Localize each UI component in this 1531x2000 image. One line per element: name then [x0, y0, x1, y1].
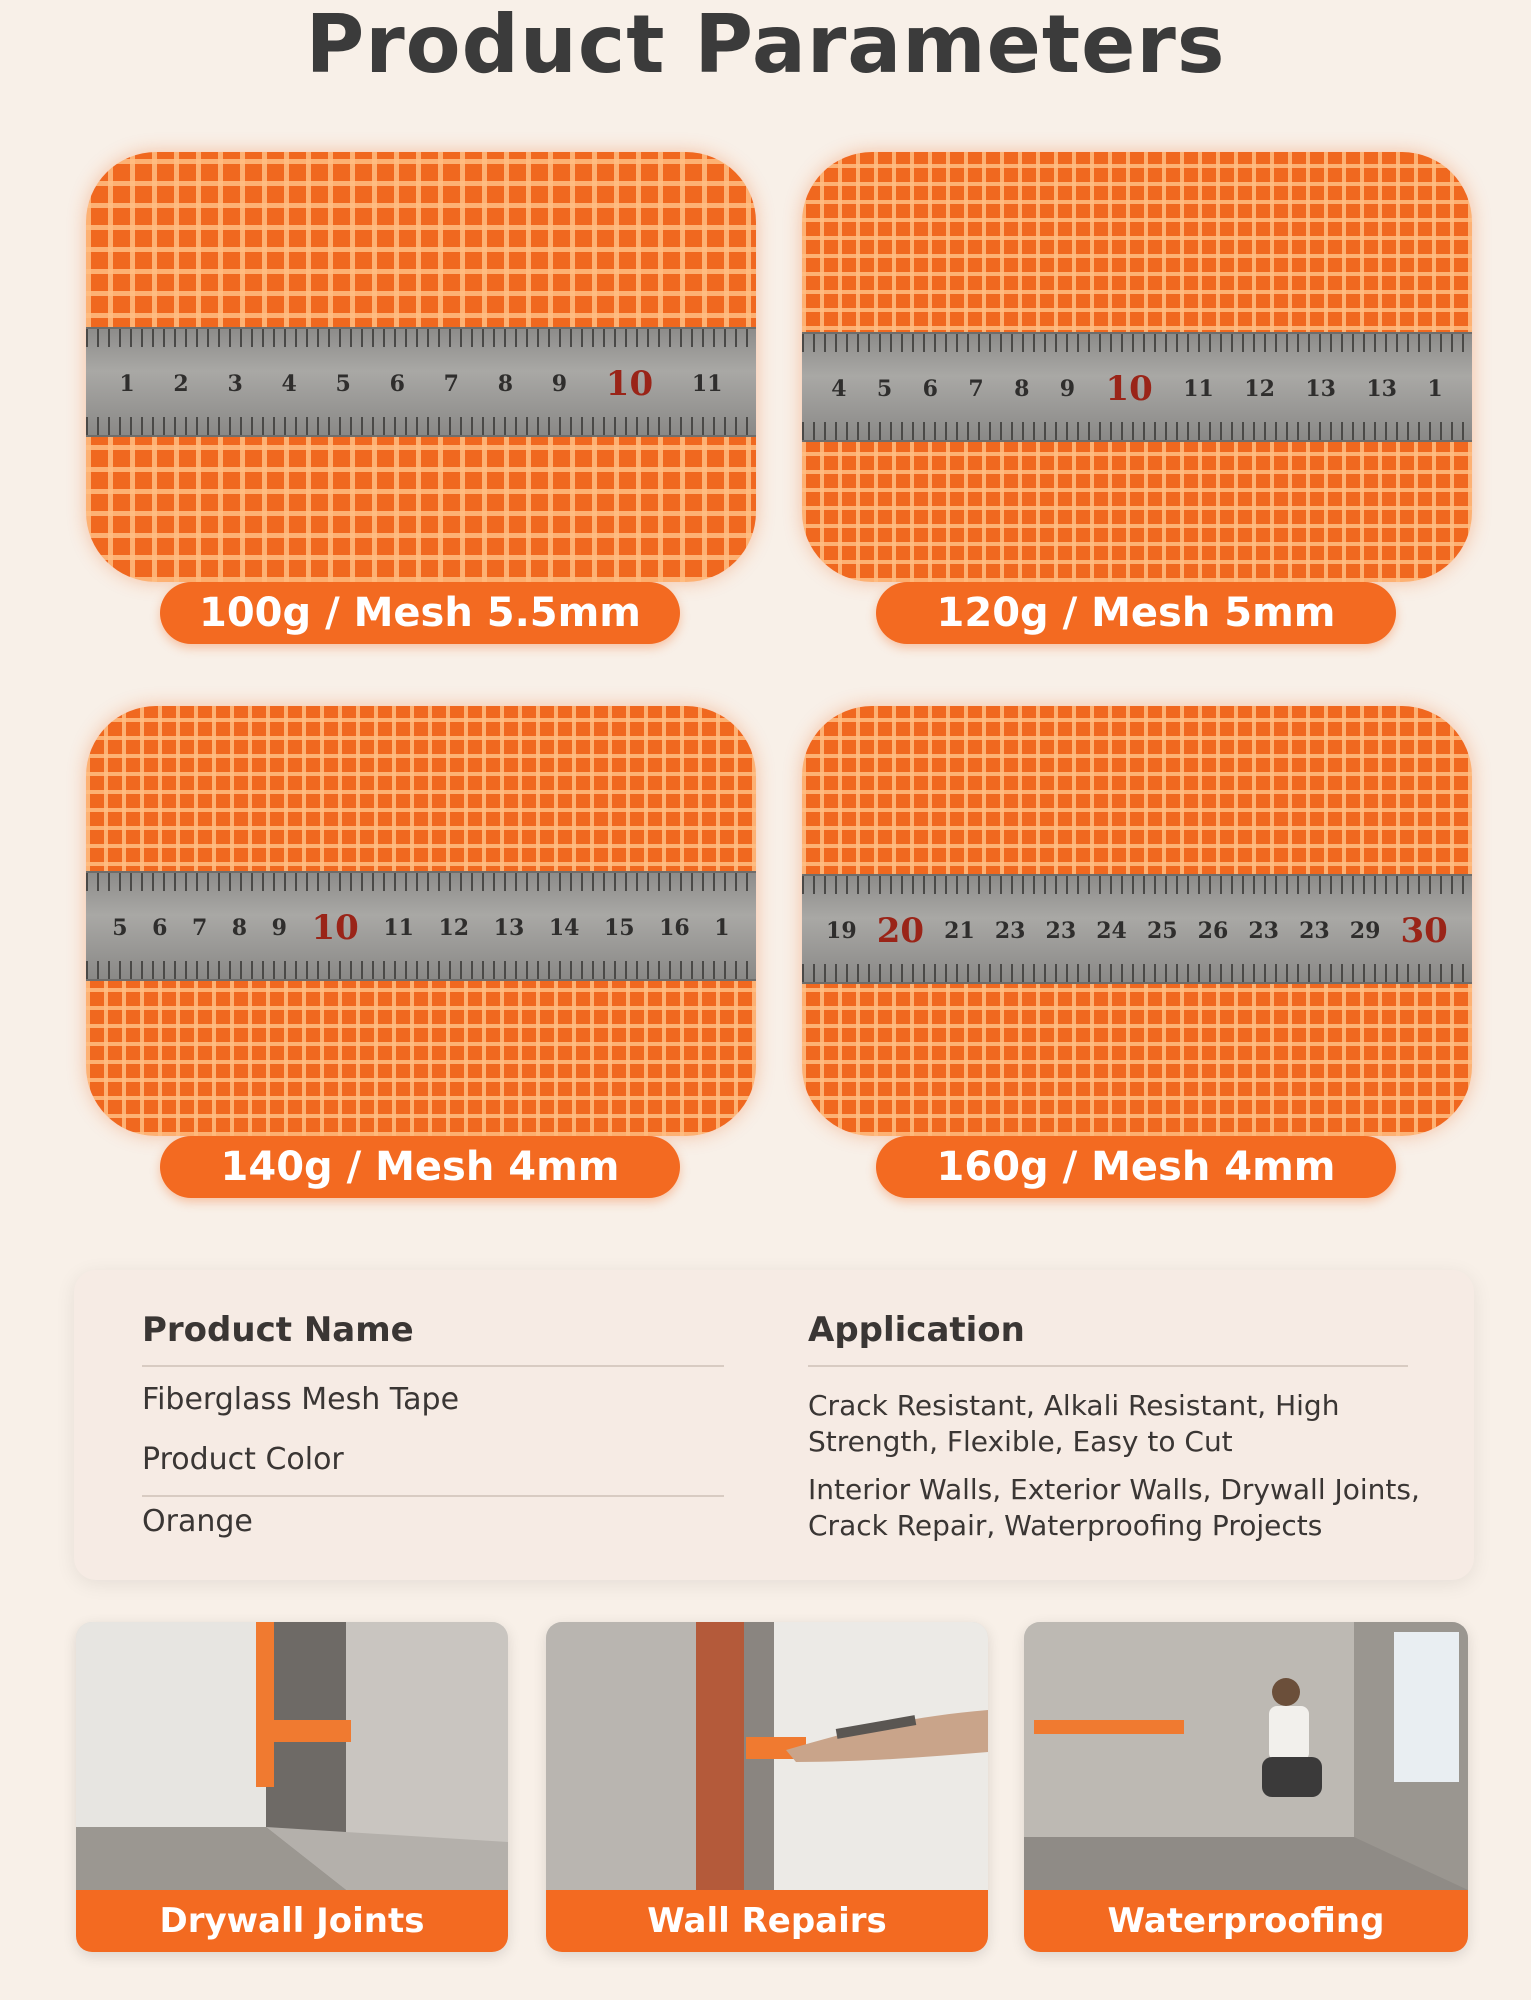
mesh-photo	[86, 706, 756, 1136]
photo-wall-repairs	[546, 1622, 988, 1952]
ruler-numbers	[86, 903, 756, 953]
ruler-numbers	[802, 906, 1472, 956]
ruler-number: 8	[1014, 376, 1030, 402]
photo-label: Wall Repairs	[546, 1890, 988, 1952]
ruler-number: 14	[548, 915, 580, 941]
ruler	[802, 332, 1472, 442]
wall-repair-scene-image	[546, 1622, 988, 1890]
ruler-number: 16	[659, 915, 690, 941]
sample-card-140g	[86, 706, 756, 1206]
ruler-number: 30	[1400, 911, 1448, 951]
product-color-value: Orange	[142, 1504, 253, 1539]
photo-label: Drywall Joints	[76, 1890, 508, 1952]
ruler-number: 19	[826, 918, 857, 944]
ruler-number: 11	[383, 915, 414, 941]
ruler-number: 10	[1105, 369, 1153, 409]
ruler-number: 23	[994, 918, 1026, 944]
ruler-number: 13	[493, 915, 525, 941]
ruler-number: 13	[1366, 376, 1397, 402]
sample-label: 140g / Mesh 4mm	[160, 1136, 680, 1198]
mesh-photo	[802, 152, 1472, 582]
drywall-scene-image	[76, 1622, 508, 1890]
ruler-number: 5	[335, 371, 351, 397]
ruler-number: 5	[112, 915, 128, 941]
ruler-number: 8	[231, 915, 248, 941]
ruler-number: 6	[922, 376, 938, 402]
ruler-number: 9	[271, 915, 287, 941]
photo-waterproofing	[1024, 1622, 1468, 1952]
sample-card-100g	[86, 152, 756, 652]
product-color-label: Product Color	[142, 1442, 344, 1477]
ruler-number: 4	[831, 376, 847, 402]
photo-label: Waterproofing	[1024, 1890, 1468, 1952]
divider	[808, 1365, 1408, 1367]
ruler-number: 7	[443, 371, 459, 397]
ruler-number: 25	[1146, 918, 1178, 944]
ruler-number: 1	[714, 915, 730, 941]
page-title: Product Parameters	[305, 0, 1226, 91]
ruler-number: 11	[1183, 376, 1214, 402]
waterproofing-scene-image	[1024, 1622, 1468, 1890]
ruler-number: 21	[944, 918, 975, 944]
ruler-number: 23	[1248, 918, 1279, 944]
ruler	[802, 874, 1472, 984]
ruler-number: 13	[1305, 376, 1336, 402]
ruler-number: 26	[1197, 918, 1229, 944]
ruler-number: 9	[551, 371, 568, 397]
application-heading: Application	[808, 1310, 1025, 1350]
sample-card-120g	[802, 152, 1472, 652]
application-uses: Interior Walls, Exterior Walls, Drywall Joints, Crack Repair, Waterproofing Projects	[808, 1473, 1420, 1542]
ruler-number: 8	[497, 371, 513, 397]
ruler-number: 6	[152, 915, 168, 941]
ruler-number: 7	[191, 915, 208, 941]
ruler-number: 29	[1349, 918, 1381, 944]
application-features: Crack Resistant, Alkali Resistant, High Strength, Flexible, Easy to Cut	[808, 1389, 1340, 1458]
ruler	[86, 327, 756, 437]
product-name-value: Fiberglass Mesh Tape	[142, 1382, 460, 1417]
ruler-number: 4	[281, 371, 297, 397]
ruler-number: 15	[603, 915, 635, 941]
product-name-heading: Product Name	[142, 1310, 414, 1350]
ruler-number: 2	[173, 371, 189, 397]
photo-drywall-joints	[76, 1622, 508, 1952]
ruler-number: 12	[438, 915, 470, 941]
ruler-numbers	[86, 359, 756, 409]
product-info-card	[74, 1270, 1474, 1580]
ruler-number: 12	[1244, 376, 1275, 402]
ruler-number: 20	[876, 911, 925, 951]
ruler-number: 23	[1045, 918, 1077, 944]
sample-label: 100g / Mesh 5.5mm	[160, 582, 680, 644]
ruler-number: 1	[1427, 376, 1443, 402]
ruler-number: 7	[968, 376, 984, 402]
ruler	[86, 871, 756, 981]
ruler-number: 11	[691, 371, 723, 397]
sample-label: 120g / Mesh 5mm	[876, 582, 1396, 644]
ruler-number: 1	[119, 371, 135, 397]
mesh-photo	[802, 706, 1472, 1136]
mesh-photo	[86, 152, 756, 582]
ruler-number: 23	[1299, 918, 1330, 944]
ruler-numbers	[802, 364, 1472, 414]
ruler-number: 5	[876, 376, 893, 402]
ruler-number: 6	[389, 371, 405, 397]
divider	[142, 1495, 724, 1497]
ruler-number: 3	[227, 371, 243, 397]
divider	[142, 1365, 724, 1367]
ruler-number: 24	[1096, 918, 1127, 944]
sample-label: 160g / Mesh 4mm	[876, 1136, 1396, 1198]
ruler-number: 10	[605, 364, 654, 404]
sample-card-160g	[802, 706, 1472, 1206]
ruler-number: 10	[311, 908, 359, 948]
ruler-number: 9	[1059, 376, 1076, 402]
